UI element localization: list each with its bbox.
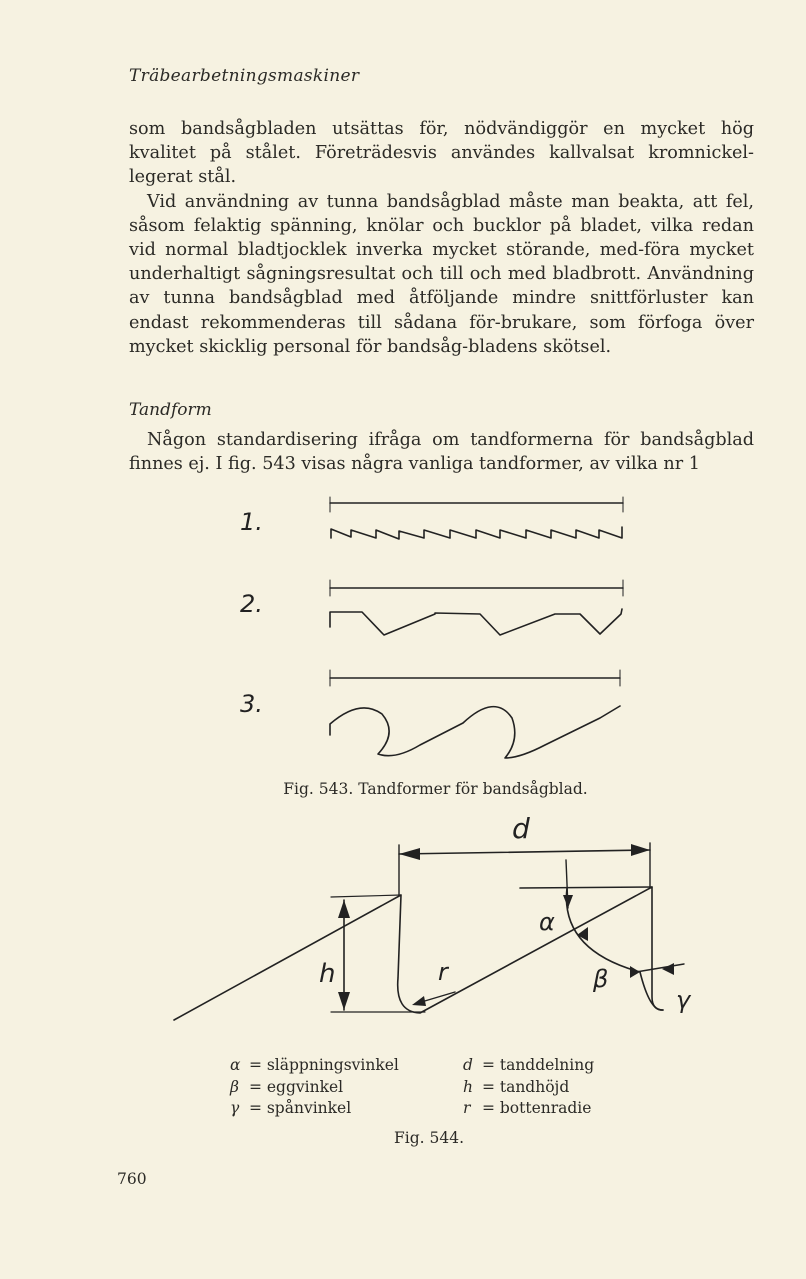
section-paragraph: Någon standardisering ifråga om tandformerna för bandsågblad finnes ej. I fig. 543 visas några vanliga tandformer, av vilka nr 1 — [129, 430, 754, 475]
arrowhead-left — [399, 848, 420, 860]
figure-543-caption: Fig. 543. Tandformer för bandsågblad. — [283, 780, 588, 798]
angle-arc-gamma — [636, 964, 684, 972]
legend-dimensions — [463, 1055, 594, 1120]
tooth-profile-3 — [330, 706, 620, 758]
label-d: d — [512, 812, 530, 845]
section-heading: Tandform — [129, 400, 212, 420]
paragraph-2: Vid användning av tunna bandsågblad måste man beakta, att fel, såsom felaktig spänning, knölar och bucklor på bladet, vilka redan vid normal bladtjocklek inverka mycket störande, med-föra mycket underhaltigt sågningsresultat och till och med bladbrott. Användning av tunna bandsågblad med åtföljande mindre snittförluster kan endast rekommenderas till sådana för-brukare, som förfoga över mycket skicklig personal för bandsåg-bladens skötsel. — [129, 191, 754, 357]
label-beta: β — [593, 965, 609, 993]
tooth-label-2: 2. — [240, 590, 263, 618]
legend-item: d = tanddelning — [463, 1056, 595, 1074]
pitch-dimension-line — [399, 850, 650, 854]
tooth-label-3: 3. — [240, 690, 263, 718]
page-number: 760 — [117, 1170, 147, 1188]
arrowhead-right — [631, 844, 650, 856]
top-reference-line — [520, 887, 652, 888]
legend-item: α = släppningsvinkel — [230, 1056, 399, 1074]
tooth-profile-2 — [330, 609, 622, 635]
label-h: h — [319, 959, 336, 989]
angle-arc-alpha-beta — [566, 888, 640, 972]
legend-item: h = tandhöjd — [463, 1077, 570, 1096]
tooth-profile — [174, 887, 663, 1020]
label-r: r — [438, 958, 448, 986]
legend-item: γ = spånvinkel — [230, 1099, 352, 1117]
tooth-form-2 — [330, 580, 623, 635]
label-alpha: α — [539, 908, 555, 936]
figure-544-caption: Fig. 544. — [394, 1129, 464, 1147]
tooth-form-3 — [330, 670, 620, 758]
paragraph-1: som bandsågbladen utsättas för, nödvändiggör en mycket hög kvalitet på stålet. Företrädesvis användes kallvalsat kromnickel-legerat stål. — [129, 119, 754, 188]
legend-item: β = eggvinkel — [230, 1077, 344, 1096]
legend-item: r = bottenradie — [463, 1099, 592, 1117]
legend-angles — [230, 1055, 399, 1120]
label-gamma: γ — [676, 986, 691, 1014]
tooth-label-1: 1. — [240, 508, 263, 536]
tooth-form-1 — [330, 497, 623, 539]
running-head: Träbearbetningsmaskiner — [129, 66, 360, 86]
figure-labels — [240, 508, 692, 1014]
tooth-geometry-diagram — [174, 843, 684, 1020]
tooth-profile-1 — [331, 527, 622, 539]
